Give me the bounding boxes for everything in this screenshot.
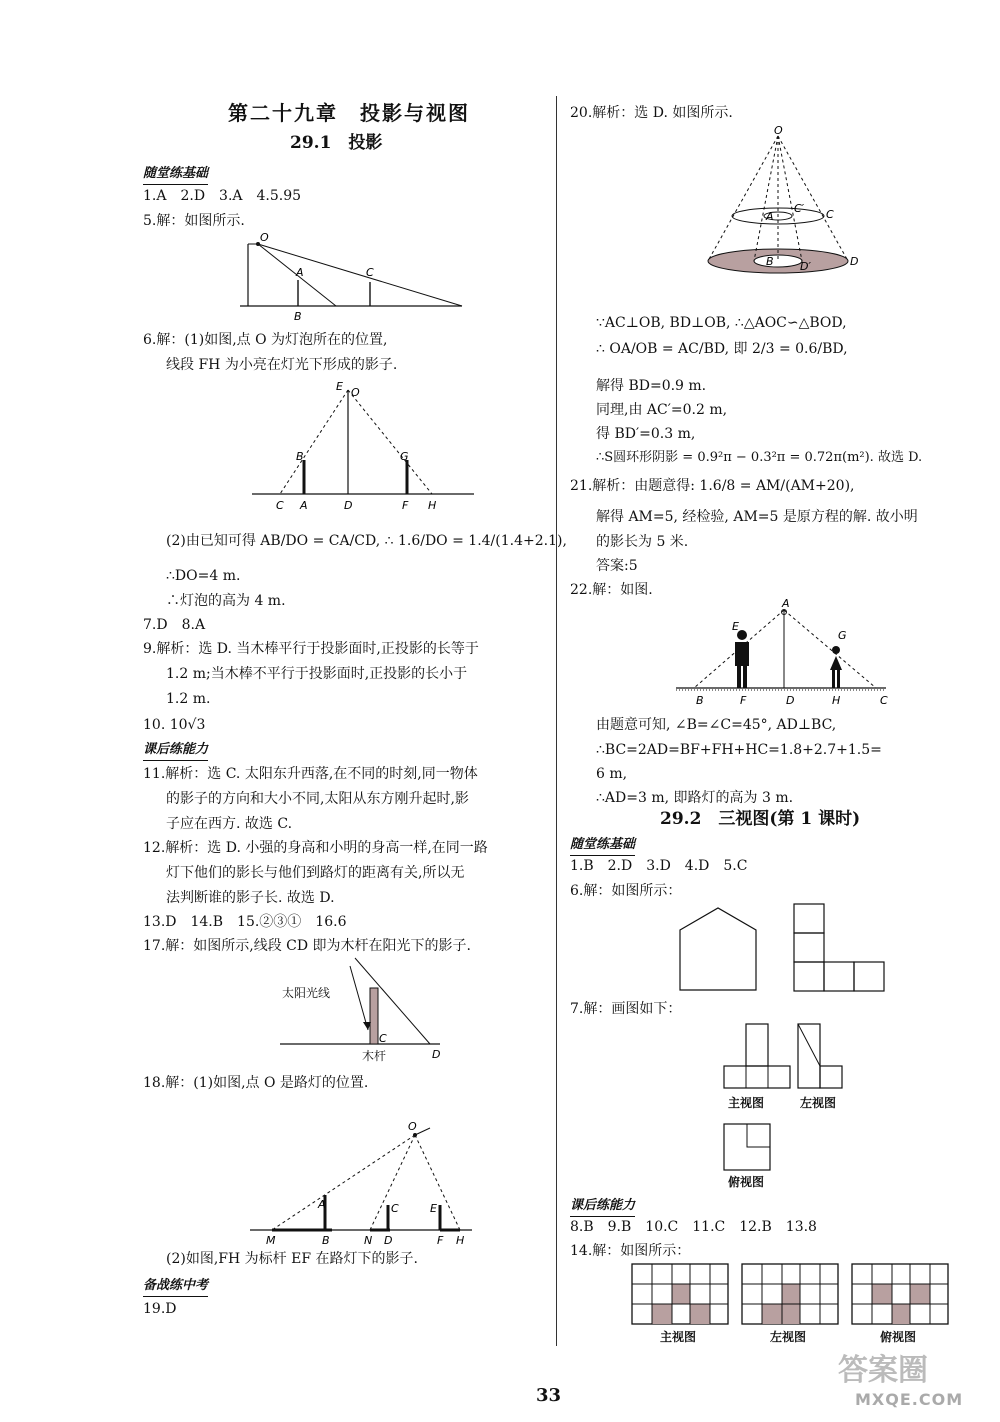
- section-label-exam-prep: 备战练中考: [143, 1277, 208, 1297]
- answer-line-11c: 子应在西方. 故选 C.: [166, 816, 293, 832]
- grid-label-left: 左视图: [770, 1330, 807, 1344]
- svg-text:G: G: [400, 450, 409, 463]
- svg-text:C: C: [391, 1202, 399, 1215]
- answer-line-20c: 解得 BD=0.9 m.: [596, 378, 707, 394]
- answer-line-20e: 得 BD′=0.3 m,: [596, 426, 696, 442]
- svg-text:A: A: [296, 266, 304, 279]
- watermark-url: MXQE.COM: [855, 1390, 964, 1409]
- answer-line-m6: 6.解：如图所示：: [570, 883, 682, 899]
- svg-text:C: C: [366, 266, 374, 279]
- svg-text:D: D: [850, 255, 859, 268]
- answer-line-6b: 线段 FH 为小亮在灯光下形成的影子.: [166, 357, 398, 373]
- answer-line-m8: 8.B 9.B 10.C 11.C 12.B 13.8: [570, 1219, 817, 1235]
- answer-line-22: 22.解：如图.: [570, 582, 653, 598]
- svg-text:B: B: [696, 694, 704, 707]
- svg-text:A: A: [300, 499, 308, 512]
- svg-text:N: N: [364, 1234, 373, 1247]
- section-label-after-class-2: 课后练能力: [570, 1197, 635, 1217]
- section-label-after-class: 课后练能力: [143, 741, 208, 761]
- answer-line-6c: [166, 532, 567, 550]
- svg-text:D: D: [384, 1234, 393, 1247]
- svg-text:D: D: [432, 1048, 441, 1061]
- answer-line-9b: 1.2 m;当木棒不平行于投影面时,正投影的长小于: [166, 666, 468, 682]
- answer-line-10: 10. 10√3: [143, 717, 206, 733]
- section-title-29-1: 29.1 投影: [290, 133, 383, 153]
- svg-text:F: F: [402, 499, 409, 512]
- figure-6-lamp-shadow: [252, 380, 482, 515]
- chapter-title: 第二十九章 投影与视图: [228, 101, 470, 125]
- answer-line-m14: 14.解：如图所示：: [570, 1243, 691, 1259]
- figure-m14-grids: [630, 1262, 960, 1332]
- answer-line-17: 17.解：如图所示,线段 CD 即为木杆在阳光下的影子.: [143, 938, 472, 954]
- answer-line-18b: (2)如图,FH 为标杆 EF 在路灯下的影子.: [166, 1251, 418, 1267]
- figure-m6-views: [680, 902, 890, 992]
- svg-text:A: A: [782, 597, 790, 610]
- answer-line-12c: 法判断谁的影子长. 故选 D.: [166, 890, 335, 906]
- answer-line-20: 20.解析：选 D. 如图所示.: [570, 105, 733, 121]
- svg-text:O: O: [260, 231, 269, 244]
- view-label-left: 左视图: [800, 1096, 837, 1110]
- sunlight-label: 太阳光线: [282, 986, 331, 1000]
- grid-label-front: 主视图: [660, 1330, 697, 1344]
- figure-18-streetlight: [250, 1120, 480, 1250]
- svg-text:O: O: [408, 1120, 417, 1133]
- answer-line-20f: ∴S圆环形阴影 = 0.9²π − 0.3²π = 0.72π(m²). 故选 D.: [596, 450, 923, 465]
- grid-top: [852, 1264, 948, 1324]
- svg-text:O: O: [774, 124, 783, 137]
- page-number: 33: [536, 1385, 562, 1406]
- answer-line-6c-formula: AB/DO = CA/CD, ∴ 1.6/DO = 1.4/(1.4+2.1),: [260, 533, 567, 549]
- answer-line-21b: 的影长为 5 米.: [596, 534, 689, 550]
- svg-text:B: B: [294, 310, 302, 323]
- answer-line-11b: 的影子的方向和大小不同,太阳从东方刚升起时,影: [166, 791, 469, 807]
- answer-line-22c: 6 m,: [596, 766, 628, 782]
- answer-line-12b: 灯下他们的影长与他们到路灯的距离有关,所以无: [166, 865, 465, 881]
- answer-line-9a: 9.解析：选 D. 当木棒平行于投影面时,正投影的长等于: [143, 641, 479, 657]
- svg-text:B: B: [322, 1234, 330, 1247]
- answer-line-6d: ∴DO=4 m.: [166, 568, 241, 584]
- svg-text:C: C: [880, 694, 888, 707]
- answer-line-21: 21.解析：由题意得: 1.6/8 = AM/(AM+20),: [570, 478, 855, 494]
- svg-text:F: F: [740, 694, 747, 707]
- svg-text:D: D: [344, 499, 353, 512]
- answer-line-20a: ∵AC⊥OB, BD⊥OB, ∴△AOC∽△BOD,: [596, 315, 847, 331]
- svg-text:H: H: [428, 499, 437, 512]
- svg-text:B: B: [296, 450, 304, 463]
- svg-text:F: F: [437, 1234, 444, 1247]
- answer-line-6a: 6.解：(1)如图,点 O 为灯泡所在的位置,: [143, 332, 388, 348]
- answer-line-6c-prefix: (2)由已知可得: [166, 533, 256, 549]
- svg-text:E: E: [430, 1202, 437, 1215]
- svg-text:E: E: [336, 380, 343, 393]
- svg-text:M: M: [266, 1234, 276, 1247]
- grid-left: [742, 1264, 838, 1324]
- svg-text:E: E: [732, 620, 739, 633]
- svg-text:H: H: [832, 694, 841, 707]
- answer-line-20b: ∴ OA/OB = AC/BD, 即 2/3 = 0.6/BD,: [596, 341, 848, 357]
- svg-text:C: C: [826, 208, 834, 221]
- figure-5-lamp-shadow: [240, 231, 470, 323]
- answer-line-m7: 7.解：画图如下：: [570, 1001, 682, 1017]
- answer-line-19: 19.D: [143, 1301, 177, 1317]
- answer-line-18: 18.解：(1)如图,点 O 是路灯的位置.: [143, 1075, 369, 1091]
- section-title-29-2: 29.2 三视图(第 1 课时): [660, 809, 861, 829]
- answer-line-6e: ∴灯泡的高为 4 m.: [166, 593, 286, 609]
- svg-text:O: O: [351, 386, 360, 399]
- column-divider: [556, 96, 557, 1346]
- svg-text:A: A: [766, 210, 774, 223]
- section-label-practice-basic: 随堂练基础: [143, 165, 208, 185]
- answer-line-22b: ∴BC=2AD=BF+FH+HC=1.8+2.7+1.5=: [596, 742, 882, 758]
- grid-label-top: 俯视图: [880, 1330, 917, 1344]
- figure-20-cone: [700, 124, 880, 284]
- pole-label: 木杆: [362, 1049, 387, 1063]
- svg-text:B: B: [766, 255, 774, 268]
- answer-line-21c: 答案:5: [596, 558, 638, 574]
- answer-line-13: 13.D 14.B 15.②③① 16.6: [143, 914, 347, 930]
- section-label-practice-basic-2: 随堂练基础: [570, 836, 635, 856]
- svg-text:C: C: [276, 499, 284, 512]
- grid-front: [632, 1264, 728, 1324]
- answer-line-22a: 由题意可知, ∠B=∠C=45°, AD⊥BC,: [596, 717, 837, 733]
- svg-text:G: G: [838, 629, 847, 642]
- svg-text:C: C: [379, 1032, 387, 1045]
- answer-line-21a: 解得 AM=5, 经检验, AM=5 是原方程的解. 故小明: [596, 509, 918, 525]
- answer-line-m1: 1.B 2.D 3.D 4.D 5.C: [570, 858, 748, 874]
- figure-22-streetlight-people: [676, 597, 896, 712]
- answer-line-20d: 同理,由 AC′=0.2 m,: [596, 402, 728, 418]
- answer-line-9c: 1.2 m.: [166, 691, 211, 707]
- answer-line-1: 1.A 2.D 3.A 4.5.95: [143, 188, 302, 204]
- svg-text:A: A: [318, 1198, 326, 1211]
- svg-text:D′: D′: [800, 260, 811, 273]
- view-label-top: 俯视图: [728, 1175, 765, 1189]
- answer-line-22d: ∴AD=3 m, 即路灯的高为 3 m.: [596, 790, 794, 806]
- view-label-front: 主视图: [728, 1096, 765, 1110]
- svg-text:H: H: [456, 1234, 465, 1247]
- answer-line-7: 7.D 8.A: [143, 617, 206, 633]
- answer-line-11a: 11.解析：选 C. 太阳东升西落,在不同的时刻,同一物体: [143, 766, 478, 782]
- watermark-logo: 答案圈: [838, 1353, 928, 1388]
- answer-line-12a: 12.解析：选 D. 小强的身高和小明的身高一样,在同一路: [143, 840, 488, 856]
- svg-text:D: D: [786, 694, 795, 707]
- answer-line-5: 5.解：如图所示.: [143, 213, 245, 229]
- svg-text:C′: C′: [794, 202, 805, 215]
